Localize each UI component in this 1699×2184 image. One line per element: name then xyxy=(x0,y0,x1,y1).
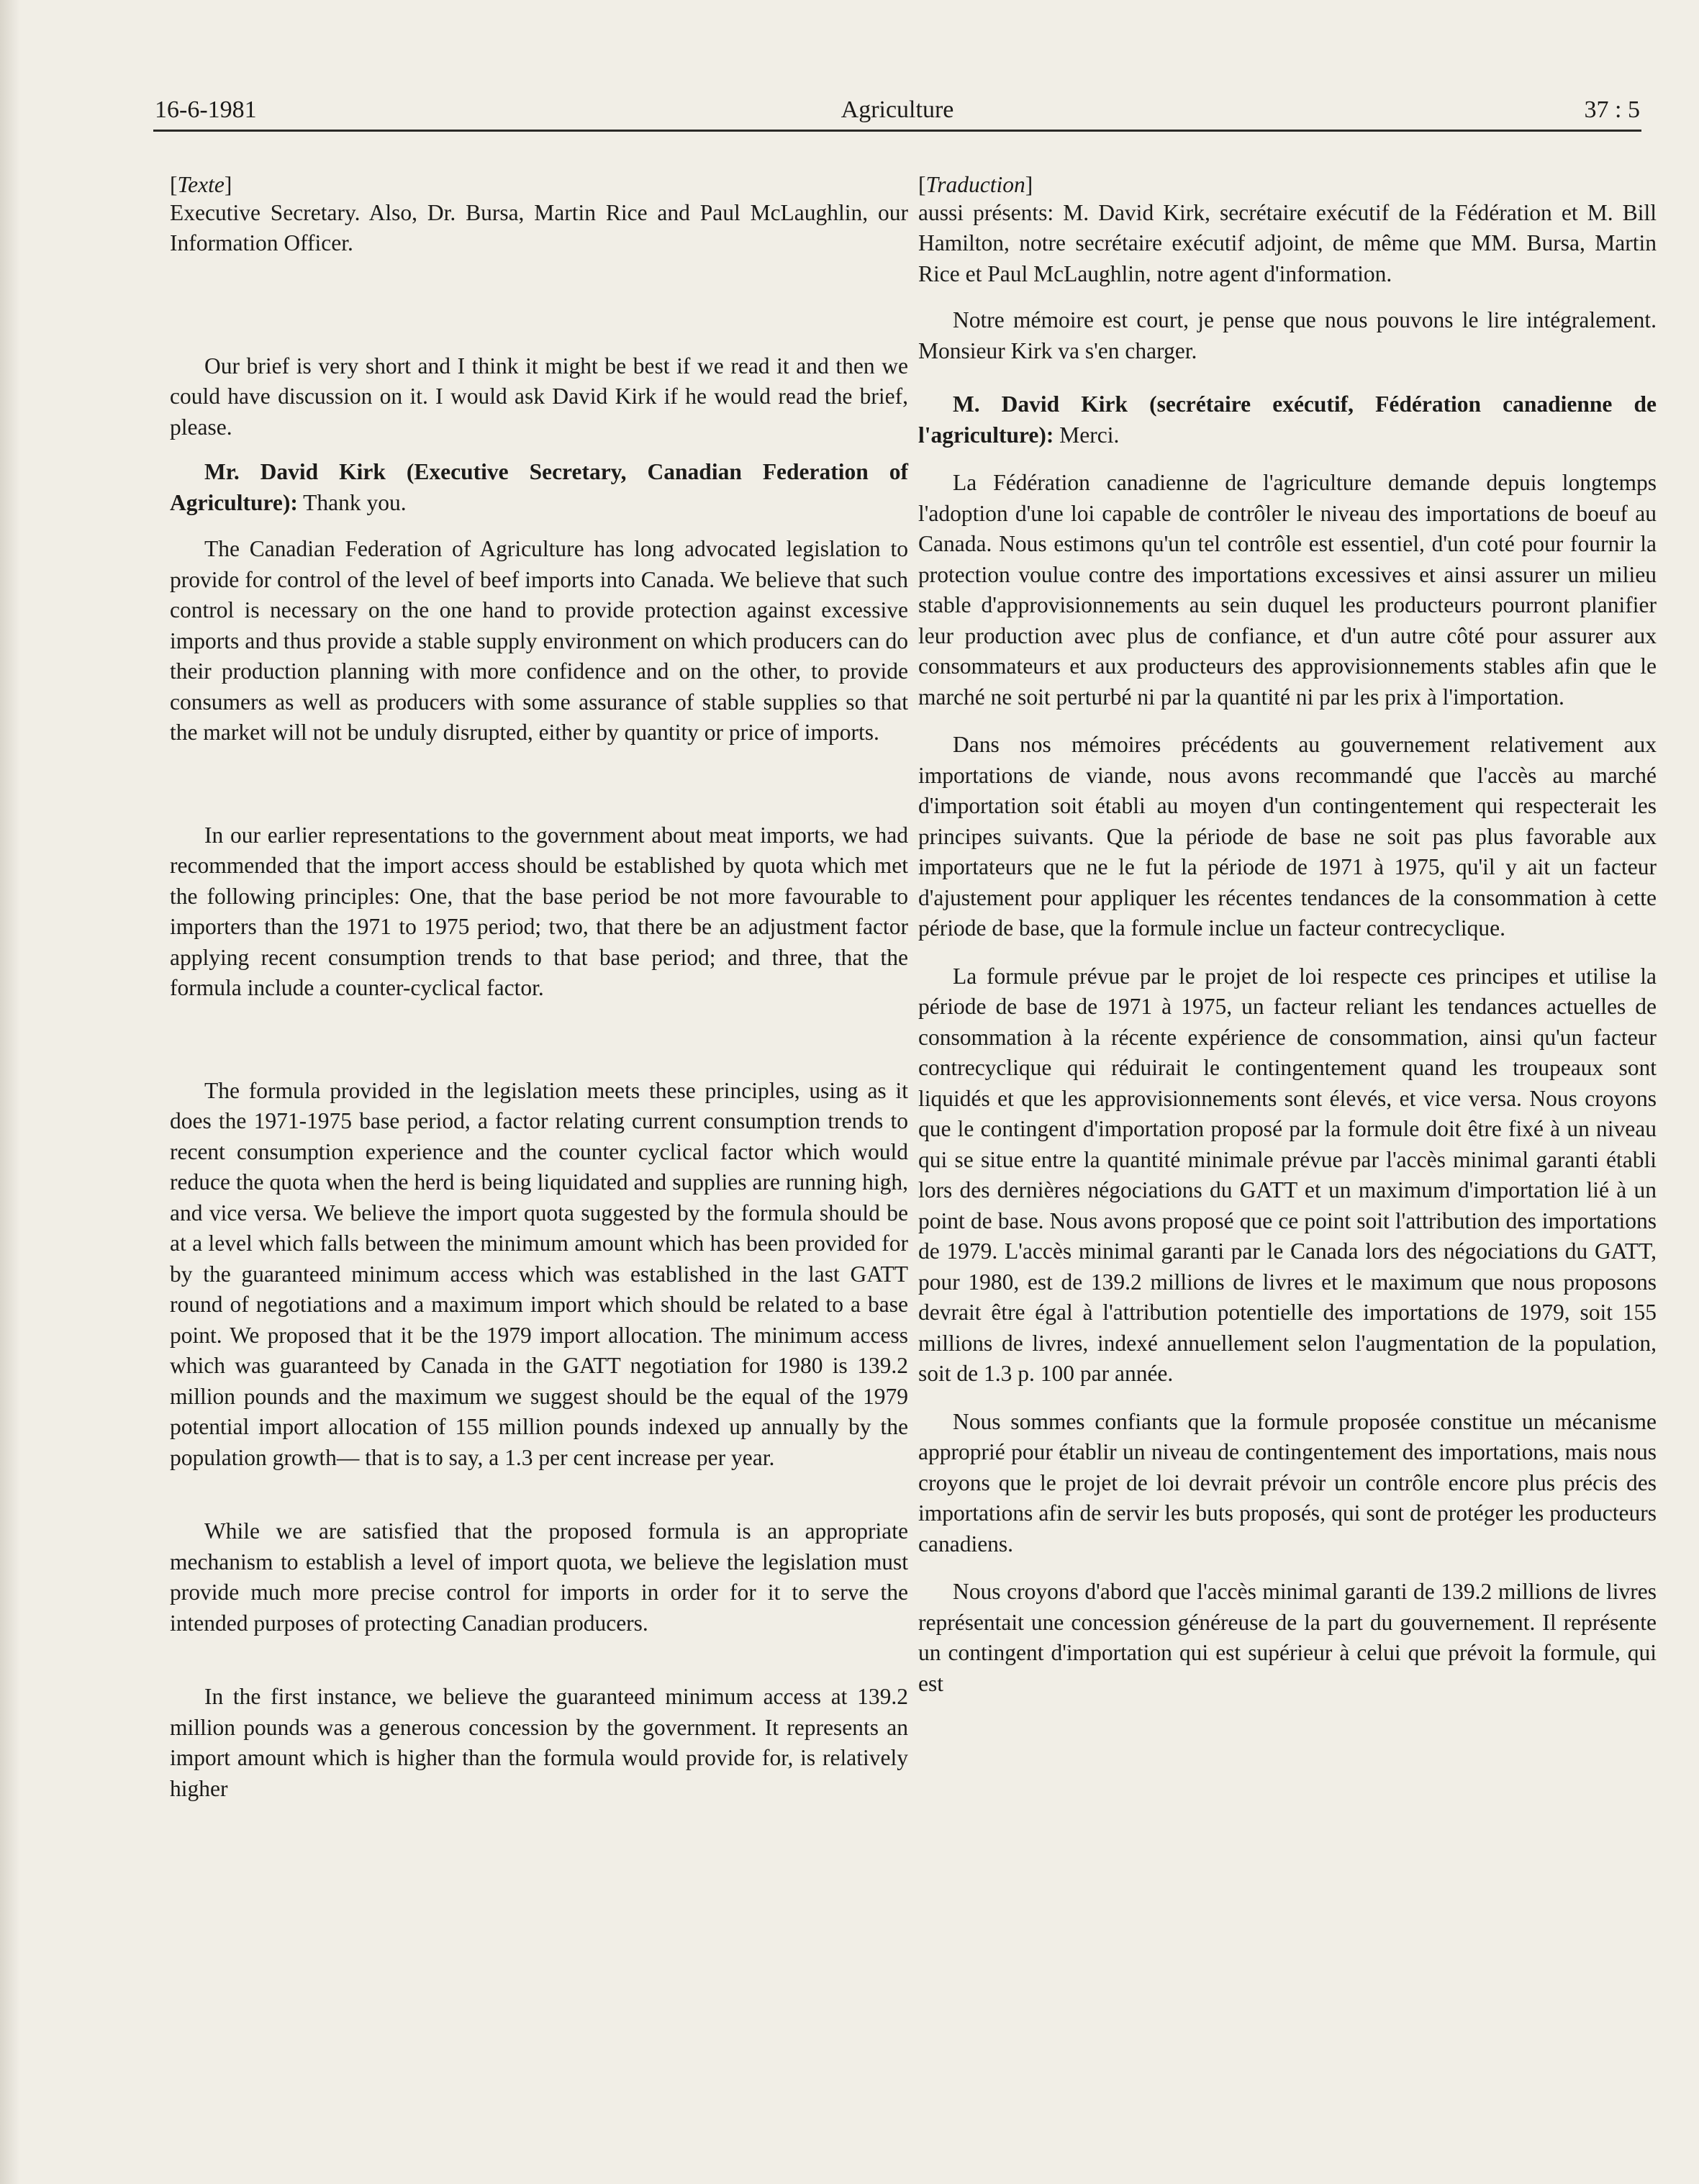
paragraph: In our earlier representations to the government about meat imports, we had recommended that the import access should be established by quota which met the following principles: One, that the base period be not more favourable to importers than the 1971 to 1975 period; two, that there be an adjustment factor applying recent consumption trends to that base period; and three, that the formula include a counter-cyclical factor. xyxy=(170,822,908,1000)
language-tag: [Traduction] xyxy=(918,172,1033,197)
speaker-text: Merci. xyxy=(1054,422,1120,448)
english-column xyxy=(170,170,908,1804)
paragraph: Notre mémoire est court, je pense que nous pouvons le lire intégralement. Monsieur Kirk va s'en charger. xyxy=(918,307,1657,363)
language-tag-text: Traduction xyxy=(925,172,1025,197)
speaker-paragraph xyxy=(918,389,1657,450)
paragraph: aussi présents: M. David Kirk, secrétaire exécutif de la Fédération et M. Bill Hamilton, notre secrétaire exécutif adjoint, de même que MM. Bursa, Martin Rice et Paul McLaughlin, notre agent d'information. xyxy=(918,199,1657,286)
language-tag-text: Texte xyxy=(177,172,225,197)
speaker-name: Mr. David Kirk (Executive Secretary, Canadian Federation of Agriculture): xyxy=(170,459,908,515)
speaker-text: Thank you. xyxy=(297,489,407,515)
paragraph: La formule prévue par le projet de loi respecte ces principes et utilise la période de base de 1971 à 1975, un facteur reliant les tendances actuelles de consommation à la récente expérience de consommation, ainsi qu'un facteur contrecyclique qui réduirait le contingentement quand les troupeaux sont liquidés et que les approvisionnements sont élevés, et vice versa. Nous croyons que le contingent d'importation proposé par la formule doit être fixé à un niveau qui se situe entre la quantité minimale prévue par l'accès minimal garanti établi lors des dernières négociations du GATT et un maximum d'importation lié à un point de base. Nous avons proposé que ce point soit l'attribution des importations de 1979. L'accès minimal garanti par le Canada lors des négociations du GATT, pour 1980, est de 139.2 millions de livres et le maximum que nous proposons devrait être égal à l'attribution potentielle des importations de 1979, soit 155 millions de livres, indexé annuellement selon l'augmentation de la population, soit de 1.3 p. 100 par année. xyxy=(918,963,1657,1386)
paragraph: Nous croyons d'abord que l'accès minimal garanti de 139.2 millions de livres représentait une concession généreuse de la part du gouvernement. Il représente un contingent d'importation qui est supérieur à celui que prévoit la formule, qui est xyxy=(918,1579,1657,1696)
page-edge-shadow xyxy=(0,0,20,2184)
paragraph: Dans nos mémoires précédents au gouvernement relativement aux importations de viande, nous avons recommandé que l'accès au marché d'importation soit établi au moyen d'un contingentement qui respecterait les principes suivants. Que la période de base ne soit pas plus favorable aux importateurs que ne le fut la période de 1971 à 1975, qu'il y ait un facteur d'ajustement pour appliquer les récentes tendances de la consommation à cette période de base, que la formule inclue un facteur contrecyclique. xyxy=(918,732,1657,941)
header-page-number: 37 : 5 xyxy=(1584,96,1640,123)
header-title: Agriculture xyxy=(841,96,954,123)
running-header xyxy=(153,92,1641,132)
paragraph: While we are satisfied that the proposed formula is an appropriate mechanism to establish a level of import quota, we believe the legislation must provide much more precise control for imports in order for it to serve the intended purposes of protecting Canadian producers. xyxy=(170,1518,908,1636)
header-date: 16-6-1981 xyxy=(155,96,257,123)
paragraph: The formula provided in the legislation meets these principles, using as it does the 1971-1975 base period, a factor relating current consumption trends to recent consumption experience and the counter cyclical factor which would reduce the quota when the herd is being liquidated and supplies are running high, and vice versa. We believe the import quota suggested by the formula should be at a level which falls between the minimum amount which has been provided for by the guaranteed minimum access which was established in the last GATT round of negotiations and a maximum import which should be related to a base point. We proposed that it be the 1979 import allocation. The minimum access which was guaranteed by Canada in the GATT negotiation for 1980 is 139.2 million pounds and the maximum we suggest should be the equal of the 1979 potential import allocation of 155 million pounds indexed up annually by the population growth— that is to say, a 1.3 per cent increase per year. xyxy=(170,1077,908,1470)
language-tag: [Texte] xyxy=(170,172,232,197)
paragraph: La Fédération canadienne de l'agriculture demande depuis longtemps l'adoption d'une loi capable de contrôler le niveau des importations de boeuf au Canada. Nous estimons qu'un tel contrôle est essentiel, d'un coté pour fournir la protection voulue contre des importations excessives et ainsi assurer un milieu stable d'approvisionnements au sein duquel les producteurs pourront planifier leur production avec plus de confiance, et d'un autre côté pour assurer aux consommateurs et aux producteurs des approvisionnements stables afin que le marché ne soit perturbé ni par la quantité ni par les prix à l'importation. xyxy=(918,470,1657,710)
speaker-name: M. David Kirk (secrétaire exécutif, Fédération canadienne de l'agriculture): xyxy=(918,391,1657,448)
paragraph: Nous sommes confiants que la formule proposée constitue un mécanisme approprié pour établir un niveau de contingentement des importations, mais nous croyons que le projet de loi devrait prévoir un contrôle encore plus précis des importations afin de servir les buts proposés, qui sont de protéger les producteurs canadiens. xyxy=(918,1408,1657,1557)
french-column xyxy=(918,170,1657,1699)
paragraph: Our brief is very short and I think it might be best if we read it and then we could have discussion on it. I would ask David Kirk if he would read the brief, please. xyxy=(170,353,908,440)
paragraph: Executive Secretary. Also, Dr. Bursa, Martin Rice and Paul McLaughlin, our Information Officer. xyxy=(170,199,908,255)
speaker-paragraph xyxy=(170,457,908,518)
paragraph: The Canadian Federation of Agriculture has long advocated legislation to provide for control of the level of beef imports into Canada. We believe that such control is necessary on the one hand to provide protection against excessive imports and thus provide a stable supply environment on which producers can do their production planning with more confidence and on the other, to provide consumers as well as producers with some assurance of stable supplies so that the market will not be unduly disrupted, either by quantity or price of imports. xyxy=(170,536,908,745)
paragraph: In the first instance, we believe the guaranteed minimum access at 139.2 million pounds was a generous concession by the government. It represents an import amount which is higher than the formula would provide for, is relatively higher xyxy=(170,1684,908,1801)
